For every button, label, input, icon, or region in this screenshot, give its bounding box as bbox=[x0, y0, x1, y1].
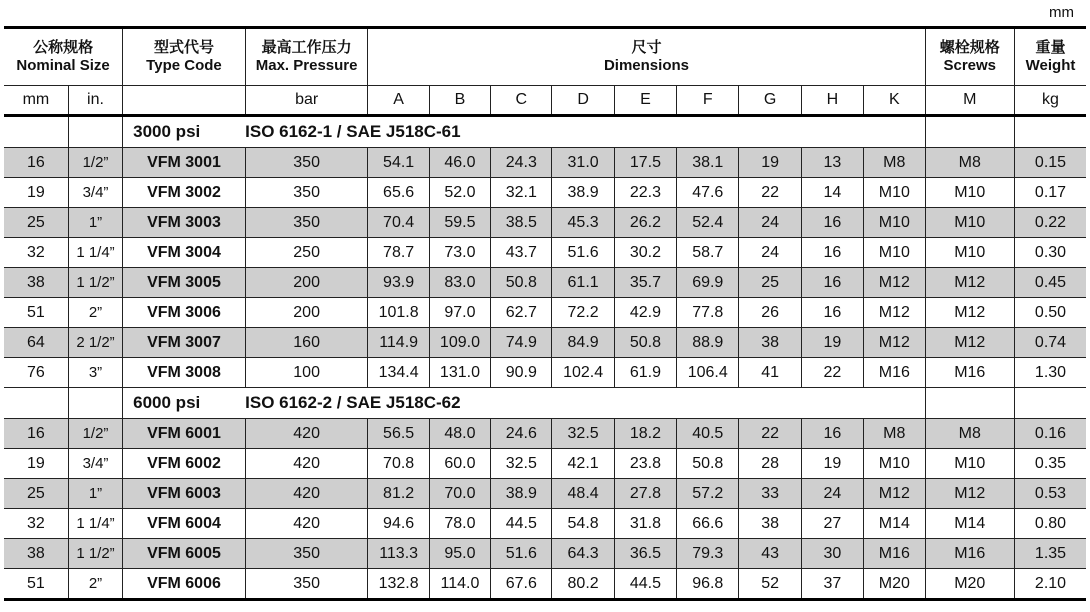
dim-a-cell: 132.8 bbox=[368, 569, 429, 600]
table-row bbox=[4, 569, 1086, 600]
screws-header bbox=[925, 28, 1014, 86]
header-row bbox=[4, 28, 1086, 86]
dim-k-cell: M14 bbox=[864, 509, 925, 539]
dim-f-cell: 47.6 bbox=[677, 178, 739, 208]
screw-cell: M16 bbox=[925, 358, 1014, 388]
screw-cell: M14 bbox=[925, 509, 1014, 539]
weight-cn: 重量 bbox=[1035, 39, 1066, 56]
weight-cell: 0.80 bbox=[1015, 509, 1087, 539]
dim-g-cell: 22 bbox=[739, 419, 801, 449]
type-code-en: Type Code bbox=[146, 57, 222, 74]
dim-f-cell: 40.5 bbox=[677, 419, 739, 449]
dim-d-cell: 84.9 bbox=[552, 328, 614, 358]
unit-label: mm bbox=[1049, 4, 1074, 21]
weight-cell: 2.10 bbox=[1015, 569, 1087, 600]
type-code-header bbox=[123, 28, 246, 86]
screws-cn: 螺栓规格 bbox=[939, 39, 1000, 56]
dim-f-cell: 57.2 bbox=[677, 479, 739, 509]
dim-b-cell: 83.0 bbox=[429, 268, 490, 298]
table-row bbox=[4, 449, 1086, 479]
screw-cell: M8 bbox=[925, 419, 1014, 449]
dim-d-cell: 42.1 bbox=[552, 449, 614, 479]
dim-e-cell: 44.5 bbox=[614, 569, 676, 600]
screw-cell: M12 bbox=[925, 298, 1014, 328]
dim-g-cell: 38 bbox=[739, 509, 801, 539]
type-code-cell: VFM 6002 bbox=[123, 449, 246, 479]
size-in-cell: 1 1/2” bbox=[68, 268, 122, 298]
pressure-cell: 350 bbox=[245, 539, 368, 569]
screw-cell: M10 bbox=[925, 449, 1014, 479]
dim-h-cell: 16 bbox=[801, 208, 863, 238]
dim-b-cell: 97.0 bbox=[429, 298, 490, 328]
unit-code-cell bbox=[123, 86, 246, 116]
screw-cell: M12 bbox=[925, 479, 1014, 509]
dim-b-cell: 73.0 bbox=[429, 238, 490, 268]
weight-cell: 0.30 bbox=[1015, 238, 1087, 268]
dim-c-cell: 44.5 bbox=[491, 509, 552, 539]
dim-d-cell: 80.2 bbox=[552, 569, 614, 600]
pressure-cell: 160 bbox=[245, 328, 368, 358]
dim-a-cell: 94.6 bbox=[368, 509, 429, 539]
dim-c-cell: 67.6 bbox=[491, 569, 552, 600]
size-mm-cell: 16 bbox=[4, 419, 68, 449]
size-mm-cell: 32 bbox=[4, 238, 68, 268]
dim-e-cell: 26.2 bbox=[614, 208, 676, 238]
section-pressure-class: 3000 psi bbox=[133, 122, 201, 141]
type-code-cell: VFM 6005 bbox=[123, 539, 246, 569]
dim-f-cell: 58.7 bbox=[677, 238, 739, 268]
dim-k-cell: M12 bbox=[864, 328, 925, 358]
dim-f-cell: 106.4 bbox=[677, 358, 739, 388]
dim-b-cell: 109.0 bbox=[429, 328, 490, 358]
pressure-cell: 420 bbox=[245, 419, 368, 449]
dim-b-cell: 78.0 bbox=[429, 509, 490, 539]
weight-header bbox=[1015, 28, 1087, 86]
size-mm-cell: 51 bbox=[4, 298, 68, 328]
section-header-row bbox=[4, 116, 1086, 148]
screw-cell: M12 bbox=[925, 328, 1014, 358]
max-pressure-cn: 最高工作压力 bbox=[261, 39, 352, 56]
dim-c-cell: 32.1 bbox=[491, 178, 552, 208]
dim-c-cell: 38.5 bbox=[491, 208, 552, 238]
section-blank-cell bbox=[68, 116, 122, 148]
size-mm-cell: 64 bbox=[4, 328, 68, 358]
section-blank-cell bbox=[925, 388, 1014, 419]
size-mm-cell: 19 bbox=[4, 178, 68, 208]
dim-b-cell: 59.5 bbox=[429, 208, 490, 238]
weight-cell: 0.17 bbox=[1015, 178, 1087, 208]
weight-cell: 0.22 bbox=[1015, 208, 1087, 238]
dim-g-cell: 24 bbox=[739, 208, 801, 238]
unit-mm-cell: mm bbox=[4, 86, 68, 116]
size-in-cell: 2” bbox=[68, 298, 122, 328]
section-standard: ISO 6162-2 / SAE J518C-62 bbox=[245, 393, 461, 412]
dim-a-cell: 93.9 bbox=[368, 268, 429, 298]
dim-h-cell: 27 bbox=[801, 509, 863, 539]
dim-k-cell: M12 bbox=[864, 479, 925, 509]
dim-b-cell: 46.0 bbox=[429, 148, 490, 178]
dim-b-cell: 114.0 bbox=[429, 569, 490, 600]
table-row bbox=[4, 238, 1086, 268]
section-header-row bbox=[4, 388, 1086, 419]
dim-h-cell: 22 bbox=[801, 358, 863, 388]
section-blank-cell bbox=[68, 388, 122, 419]
type-code-cell: VFM 6004 bbox=[123, 509, 246, 539]
dim-g-cell: 19 bbox=[739, 148, 801, 178]
dim-label-k: K bbox=[864, 86, 925, 116]
dim-e-cell: 23.8 bbox=[614, 449, 676, 479]
dim-e-cell: 35.7 bbox=[614, 268, 676, 298]
dimensions-cn: 尺寸 bbox=[631, 39, 662, 56]
dim-d-cell: 48.4 bbox=[552, 479, 614, 509]
units-row bbox=[4, 86, 1086, 116]
dim-h-cell: 37 bbox=[801, 569, 863, 600]
size-in-cell: 1 1/2” bbox=[68, 539, 122, 569]
dim-a-cell: 70.8 bbox=[368, 449, 429, 479]
pressure-cell: 200 bbox=[245, 268, 368, 298]
dim-b-cell: 52.0 bbox=[429, 178, 490, 208]
dim-c-cell: 43.7 bbox=[491, 238, 552, 268]
dim-d-cell: 31.0 bbox=[552, 148, 614, 178]
table-row bbox=[4, 268, 1086, 298]
dim-f-cell: 38.1 bbox=[677, 148, 739, 178]
dim-a-cell: 114.9 bbox=[368, 328, 429, 358]
type-code-cell: VFM 6001 bbox=[123, 419, 246, 449]
dim-g-cell: 41 bbox=[739, 358, 801, 388]
nominal-size-header bbox=[4, 28, 123, 86]
table-row bbox=[4, 178, 1086, 208]
dim-e-cell: 42.9 bbox=[614, 298, 676, 328]
dim-label-c: C bbox=[491, 86, 552, 116]
dim-c-cell: 50.8 bbox=[491, 268, 552, 298]
dim-f-cell: 52.4 bbox=[677, 208, 739, 238]
weight-cell: 0.74 bbox=[1015, 328, 1087, 358]
dim-e-cell: 30.2 bbox=[614, 238, 676, 268]
unit-pressure-cell: bar bbox=[245, 86, 368, 116]
dim-b-cell: 48.0 bbox=[429, 419, 490, 449]
dim-label-a: A bbox=[368, 86, 429, 116]
table-row bbox=[4, 298, 1086, 328]
dim-h-cell: 16 bbox=[801, 298, 863, 328]
size-mm-cell: 38 bbox=[4, 539, 68, 569]
pressure-cell: 420 bbox=[245, 509, 368, 539]
size-mm-cell: 51 bbox=[4, 569, 68, 600]
dim-f-cell: 88.9 bbox=[677, 328, 739, 358]
section-blank-cell bbox=[4, 388, 68, 419]
dim-d-cell: 51.6 bbox=[552, 238, 614, 268]
dim-h-cell: 24 bbox=[801, 479, 863, 509]
table-row bbox=[4, 539, 1086, 569]
size-mm-cell: 25 bbox=[4, 479, 68, 509]
dim-f-cell: 77.8 bbox=[677, 298, 739, 328]
table-row bbox=[4, 328, 1086, 358]
dim-a-cell: 113.3 bbox=[368, 539, 429, 569]
dim-k-cell: M10 bbox=[864, 178, 925, 208]
max-pressure-header bbox=[245, 28, 368, 86]
dim-g-cell: 24 bbox=[739, 238, 801, 268]
weight-cell: 0.53 bbox=[1015, 479, 1087, 509]
dim-k-cell: M12 bbox=[864, 268, 925, 298]
unit-in-cell: in. bbox=[68, 86, 122, 116]
pressure-cell: 350 bbox=[245, 148, 368, 178]
dim-b-cell: 95.0 bbox=[429, 539, 490, 569]
section-pressure-class: 6000 psi bbox=[133, 393, 201, 412]
dimensions-header bbox=[368, 28, 925, 86]
dim-e-cell: 27.8 bbox=[614, 479, 676, 509]
table-row bbox=[4, 509, 1086, 539]
dim-label-f: F bbox=[677, 86, 739, 116]
screw-cell: M10 bbox=[925, 178, 1014, 208]
dim-d-cell: 45.3 bbox=[552, 208, 614, 238]
dim-b-cell: 70.0 bbox=[429, 479, 490, 509]
dim-d-cell: 61.1 bbox=[552, 268, 614, 298]
spec-table bbox=[4, 26, 1086, 601]
dim-label-b: B bbox=[429, 86, 490, 116]
weight-en: Weight bbox=[1025, 57, 1076, 74]
screw-cell: M10 bbox=[925, 238, 1014, 268]
dim-k-cell: M16 bbox=[864, 539, 925, 569]
dim-h-cell: 16 bbox=[801, 238, 863, 268]
size-in-cell: 3” bbox=[68, 358, 122, 388]
size-in-cell: 1” bbox=[68, 479, 122, 509]
dim-a-cell: 65.6 bbox=[368, 178, 429, 208]
size-in-cell: 1/2” bbox=[68, 419, 122, 449]
dim-label-g: G bbox=[739, 86, 801, 116]
type-code-cell: VFM 3008 bbox=[123, 358, 246, 388]
size-in-cell: 3/4” bbox=[68, 449, 122, 479]
dim-d-cell: 54.8 bbox=[552, 509, 614, 539]
dim-h-cell: 14 bbox=[801, 178, 863, 208]
size-mm-cell: 76 bbox=[4, 358, 68, 388]
dim-g-cell: 52 bbox=[739, 569, 801, 600]
dim-k-cell: M10 bbox=[864, 208, 925, 238]
table-row bbox=[4, 358, 1086, 388]
dim-f-cell: 96.8 bbox=[677, 569, 739, 600]
dim-e-cell: 22.3 bbox=[614, 178, 676, 208]
size-mm-cell: 19 bbox=[4, 449, 68, 479]
dim-a-cell: 101.8 bbox=[368, 298, 429, 328]
weight-cell: 0.16 bbox=[1015, 419, 1087, 449]
dim-g-cell: 22 bbox=[739, 178, 801, 208]
size-in-cell: 2” bbox=[68, 569, 122, 600]
dim-label-e: E bbox=[614, 86, 676, 116]
unit-weight-cell: kg bbox=[1015, 86, 1087, 116]
table-row bbox=[4, 419, 1086, 449]
dim-g-cell: 43 bbox=[739, 539, 801, 569]
dim-c-cell: 32.5 bbox=[491, 449, 552, 479]
weight-cell: 0.45 bbox=[1015, 268, 1087, 298]
table-row bbox=[4, 148, 1086, 178]
dim-a-cell: 70.4 bbox=[368, 208, 429, 238]
dim-d-cell: 64.3 bbox=[552, 539, 614, 569]
dim-label-h: H bbox=[801, 86, 863, 116]
dim-g-cell: 26 bbox=[739, 298, 801, 328]
dim-b-cell: 60.0 bbox=[429, 449, 490, 479]
dim-e-cell: 31.8 bbox=[614, 509, 676, 539]
section-blank-cell bbox=[4, 116, 68, 148]
dim-e-cell: 17.5 bbox=[614, 148, 676, 178]
dim-h-cell: 16 bbox=[801, 419, 863, 449]
nominal-size-cn: 公称规格 bbox=[33, 39, 94, 56]
pressure-cell: 420 bbox=[245, 479, 368, 509]
dim-f-cell: 79.3 bbox=[677, 539, 739, 569]
dim-k-cell: M10 bbox=[864, 238, 925, 268]
dim-g-cell: 33 bbox=[739, 479, 801, 509]
dim-e-cell: 18.2 bbox=[614, 419, 676, 449]
pressure-cell: 100 bbox=[245, 358, 368, 388]
dim-h-cell: 16 bbox=[801, 268, 863, 298]
screw-cell: M20 bbox=[925, 569, 1014, 600]
type-code-cell: VFM 3005 bbox=[123, 268, 246, 298]
dim-c-cell: 38.9 bbox=[491, 479, 552, 509]
weight-cell: 0.15 bbox=[1015, 148, 1087, 178]
dim-label-d: D bbox=[552, 86, 614, 116]
dim-d-cell: 38.9 bbox=[552, 178, 614, 208]
section-title bbox=[123, 116, 925, 148]
type-code-cell: VFM 6006 bbox=[123, 569, 246, 600]
max-pressure-en: Max. Pressure bbox=[255, 57, 358, 74]
dim-a-cell: 134.4 bbox=[368, 358, 429, 388]
dim-f-cell: 50.8 bbox=[677, 449, 739, 479]
nominal-size-en: Nominal Size bbox=[16, 57, 110, 74]
dim-e-cell: 50.8 bbox=[614, 328, 676, 358]
weight-cell: 0.35 bbox=[1015, 449, 1087, 479]
pressure-cell: 350 bbox=[245, 569, 368, 600]
size-in-cell: 1 1/4” bbox=[68, 509, 122, 539]
type-code-cell: VFM 6003 bbox=[123, 479, 246, 509]
pressure-cell: 250 bbox=[245, 238, 368, 268]
section-blank-cell bbox=[1015, 388, 1087, 419]
type-code-cell: VFM 3006 bbox=[123, 298, 246, 328]
dim-k-cell: M8 bbox=[864, 148, 925, 178]
screws-en: Screws bbox=[943, 57, 997, 74]
pressure-cell: 350 bbox=[245, 208, 368, 238]
screw-cell: M12 bbox=[925, 268, 1014, 298]
section-blank-cell bbox=[925, 116, 1014, 148]
dim-h-cell: 19 bbox=[801, 328, 863, 358]
dim-g-cell: 38 bbox=[739, 328, 801, 358]
dim-h-cell: 30 bbox=[801, 539, 863, 569]
dim-k-cell: M8 bbox=[864, 419, 925, 449]
screw-cell: M8 bbox=[925, 148, 1014, 178]
dim-c-cell: 24.3 bbox=[491, 148, 552, 178]
dim-h-cell: 13 bbox=[801, 148, 863, 178]
screw-cell: M10 bbox=[925, 208, 1014, 238]
type-code-cn: 型式代号 bbox=[153, 39, 214, 56]
dim-k-cell: M12 bbox=[864, 298, 925, 328]
dim-d-cell: 72.2 bbox=[552, 298, 614, 328]
unit-screws-cell: M bbox=[925, 86, 1014, 116]
screw-cell: M16 bbox=[925, 539, 1014, 569]
dim-d-cell: 32.5 bbox=[552, 419, 614, 449]
pressure-cell: 350 bbox=[245, 178, 368, 208]
section-title bbox=[123, 388, 925, 419]
dim-c-cell: 62.7 bbox=[491, 298, 552, 328]
dim-d-cell: 102.4 bbox=[552, 358, 614, 388]
dim-a-cell: 78.7 bbox=[368, 238, 429, 268]
size-mm-cell: 38 bbox=[4, 268, 68, 298]
size-in-cell: 1/2” bbox=[68, 148, 122, 178]
type-code-cell: VFM 3003 bbox=[123, 208, 246, 238]
size-mm-cell: 25 bbox=[4, 208, 68, 238]
size-mm-cell: 32 bbox=[4, 509, 68, 539]
size-in-cell: 1” bbox=[68, 208, 122, 238]
dim-a-cell: 54.1 bbox=[368, 148, 429, 178]
type-code-cell: VFM 3004 bbox=[123, 238, 246, 268]
pressure-cell: 200 bbox=[245, 298, 368, 328]
type-code-cell: VFM 3002 bbox=[123, 178, 246, 208]
dim-c-cell: 74.9 bbox=[491, 328, 552, 358]
type-code-cell: VFM 3001 bbox=[123, 148, 246, 178]
dim-k-cell: M20 bbox=[864, 569, 925, 600]
dimensions-en: Dimensions bbox=[603, 57, 689, 74]
section-blank-cell bbox=[1015, 116, 1087, 148]
weight-cell: 0.50 bbox=[1015, 298, 1087, 328]
dim-c-cell: 51.6 bbox=[491, 539, 552, 569]
table-row bbox=[4, 208, 1086, 238]
size-in-cell: 1 1/4” bbox=[68, 238, 122, 268]
dim-e-cell: 61.9 bbox=[614, 358, 676, 388]
size-in-cell: 2 1/2” bbox=[68, 328, 122, 358]
table-row bbox=[4, 479, 1086, 509]
section-standard: ISO 6162-1 / SAE J518C-61 bbox=[245, 122, 461, 141]
dim-f-cell: 66.6 bbox=[677, 509, 739, 539]
dim-b-cell: 131.0 bbox=[429, 358, 490, 388]
dim-f-cell: 69.9 bbox=[677, 268, 739, 298]
weight-cell: 1.35 bbox=[1015, 539, 1087, 569]
dim-k-cell: M10 bbox=[864, 449, 925, 479]
type-code-cell: VFM 3007 bbox=[123, 328, 246, 358]
dim-g-cell: 28 bbox=[739, 449, 801, 479]
dim-a-cell: 81.2 bbox=[368, 479, 429, 509]
dim-a-cell: 56.5 bbox=[368, 419, 429, 449]
dim-e-cell: 36.5 bbox=[614, 539, 676, 569]
pressure-cell: 420 bbox=[245, 449, 368, 479]
dim-c-cell: 90.9 bbox=[491, 358, 552, 388]
dim-c-cell: 24.6 bbox=[491, 419, 552, 449]
dim-h-cell: 19 bbox=[801, 449, 863, 479]
dim-k-cell: M16 bbox=[864, 358, 925, 388]
size-mm-cell: 16 bbox=[4, 148, 68, 178]
weight-cell: 1.30 bbox=[1015, 358, 1087, 388]
size-in-cell: 3/4” bbox=[68, 178, 122, 208]
dim-g-cell: 25 bbox=[739, 268, 801, 298]
